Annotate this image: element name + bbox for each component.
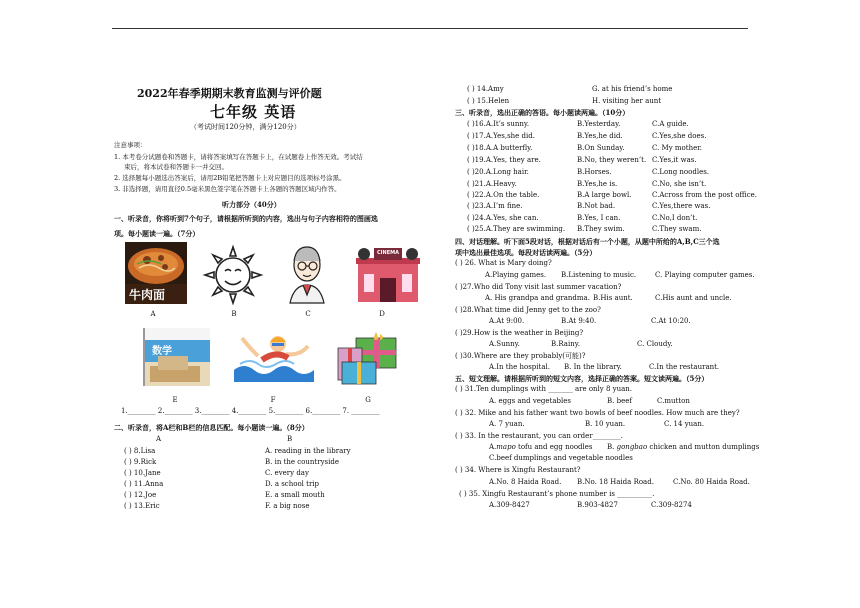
option-label: A <box>150 310 156 318</box>
cinema-image <box>352 244 424 304</box>
note-line: 束后，将本试卷和答题卡一并交回。 <box>124 163 228 171</box>
question: ( )27.Who did Tony visit last summer vacation? <box>455 283 622 291</box>
note-line: 3. 非选择题，请用直径0.5毫米黑色签字笔在答题卡上各题的答题区域内作答。 <box>114 185 341 193</box>
note-line: 1. 本考卷分试题卷和答题卡，请将答案填写在答题卡上，在试题卷上作答无效。考试结 <box>114 153 363 161</box>
question: ( )30.Where are they probably(可能)? <box>455 352 586 360</box>
question: ( )29.How is the weather in Beijing? <box>455 329 584 337</box>
notes-heading: 注意事项： <box>114 141 147 149</box>
exam-title: 2022年春季期期末教育监测与评价题 <box>137 87 322 100</box>
beef-noodles-image <box>125 242 187 304</box>
column-b-header: B <box>287 435 293 443</box>
part2-instruction: 二、听录音，将A栏和B栏的信息匹配。每小题读一遍。（8分） <box>114 423 309 432</box>
part4-instruction-2: 项中选出最佳选项。每段对话读两遍。（5分） <box>455 248 597 257</box>
time-note: （考试时间120分钟，满分120分） <box>190 123 301 131</box>
part1-answer-line: 1.________ 2.________ 3.________ 4.________ 5.________ 6.________ 7. ________ <box>121 407 380 415</box>
noodles-caption: 牛肉面 <box>129 288 166 302</box>
question: ( ) 32. Mike and his father want two bowls of beef noodles. How much are they? <box>455 409 740 417</box>
question: ( )28.What time did Jenny get to the zoo? <box>455 306 601 314</box>
column-a-header: A <box>156 435 162 443</box>
option-label: C <box>305 310 311 318</box>
part4-instruction: 四、对话理解。听下面5段对话，根据对话后有一个小题，从题中所给的A,B,C三个选 <box>455 237 720 246</box>
part1-instruction: 一、听录音，你将听到7个句子，请根据所听到的内容，选出与句子内容相符的图画选 <box>114 214 378 223</box>
cinema-sign: CINEMA <box>377 250 399 256</box>
option-label: F <box>270 396 276 404</box>
option-label: E <box>172 396 178 404</box>
sun-image <box>201 243 265 307</box>
question: ( ) 33. In the restaurant, you can order________. <box>455 432 623 440</box>
option-label: G <box>365 396 371 404</box>
swimmer-image <box>232 330 314 382</box>
exam-subtitle: 七年级 英语 <box>210 103 297 121</box>
option: C.beef dumplings and vegetable noodles <box>489 454 633 462</box>
option-label: B <box>231 310 237 318</box>
part3-instruction: 三、听录音，选出正确的答语。每小题读两遍。（10分） <box>455 108 630 117</box>
book-title: 数学 <box>152 346 172 357</box>
gift-boxes-image <box>332 328 402 386</box>
question: ( ) 26. What is Mary doing? <box>455 259 552 267</box>
question: ( ) 31.Ten dumplings with _______ are only 8 yuan. <box>455 385 633 393</box>
question: ( ) 35. Xingfu Restaurant’s phone number is __________. <box>459 490 655 498</box>
top-rule <box>112 28 748 29</box>
math-book-image <box>140 326 212 388</box>
part5-instruction: 五、短文理解。请根据所听到的短文内容，选择正确的答案。短文读两遍。（5分） <box>455 374 709 383</box>
note-line: 2. 选择题每小题选出答案后，请用2B铅笔把答题卡上对应题目的选项标号涂黑。 <box>114 174 346 182</box>
part1-instruction-2: 项。每小题读一遍。（7分） <box>114 229 200 238</box>
listening-heading: 听力部分（40分） <box>222 200 281 209</box>
option-label: D <box>379 310 385 318</box>
old-man-image <box>284 243 330 305</box>
question: ( ) 34. Where is Xingfu Restaurant? <box>455 466 581 474</box>
